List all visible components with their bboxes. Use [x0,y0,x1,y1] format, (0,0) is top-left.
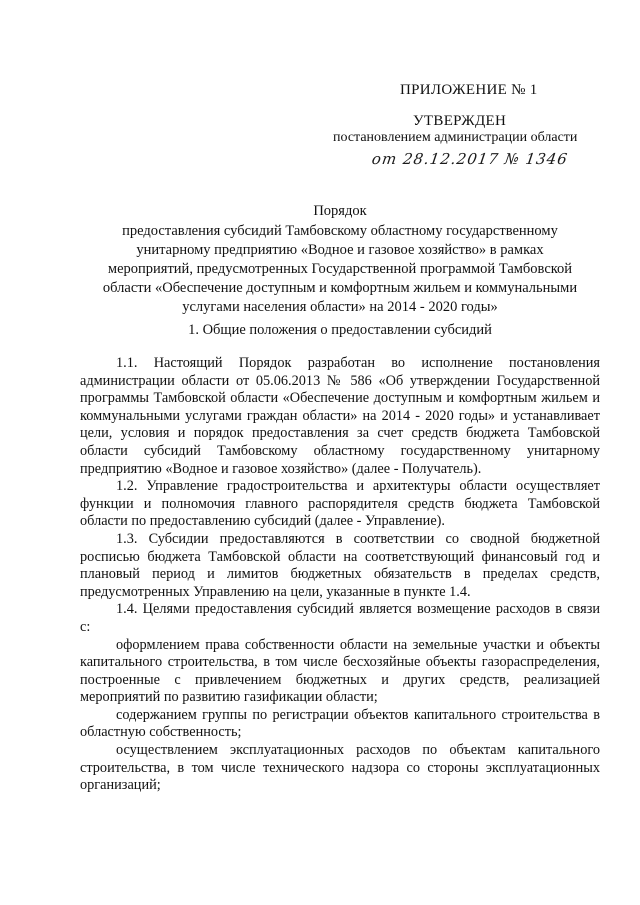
approved-by-text: постановлением администрации области [333,130,578,145]
paragraph-1-4: 1.4. Целями предоставления субсидий является возмещение расходов в связи с: [80,601,600,635]
document-body [80,355,600,795]
title-line: унитарному предприятию «Водное и газовое хозяйство» в рамках [136,242,544,258]
title-heading: Порядок [313,203,367,219]
list-item: оформлением права собственности области на земельные участки и объекты капитального строительства, в том числе бесхозяйные объекты газораспределения, построенные с привлечением бюджетных и других средств, реализацией мероприятий по развитию газификации области; [80,636,600,706]
paragraph-1-1: 1.1. Настоящий Порядок разработан во исполнение постановления администрации области от 05.06.2013 № 586 «Об утверждении Государственной программы Тамбовской области «Обеспечение доступным и комфортным жильем и коммунальными услугами граждан области» на 2014 - 2020 годы» и устанавливает цели, условия и порядок предоставления за счет средств бюджета Тамбовской области субсидий Тамбовскому областному государственному унитарному предприятию «Водное и газовое хозяйство» (далее - Получатель). [80,355,600,477]
document-title [80,202,600,317]
paragraph-1-2: 1.2. Управление градостроительства и архитектуры области осуществляет функции и полномочия главного распорядителя средств бюджета Тамбовской области по предоставлению субсидий (далее - Управление). [80,478,600,530]
section-title: 1. Общие положения о предоставлении субсидий [188,322,492,338]
appendix-label: ПРИЛОЖЕНИЕ № 1 [400,82,538,98]
list-item: осуществлением эксплуатационных расходов по объектам капитального строительства, в том числе технического надзора со стороны эксплуатационных организаций; [80,742,600,794]
title-line: мероприятий, предусмотренных Государственной программой Тамбовской [107,261,573,277]
paragraph-1-3: 1.3. Субсидии предоставляются в соответствии со сводной бюджетной росписью бюджета Тамбовской области на соответствующий финансовый год и плановый период и лимитов бюджетных обязательств в пределах средств, предусмотренных Управлению на цели, указанные в пункте 1.4. [80,530,600,600]
title-line: предоставления субсидий Тамбовскому областному государственному [122,223,558,239]
approved-label: УТВЕРЖДЕН [413,113,507,129]
list-item: содержанием группы по регистрации объектов капитального строительства в областную собственность; [80,706,600,741]
title-line: области «Обеспечение доступным и комфортным жильем и коммунальными [102,280,578,296]
handwritten-date-number: от 28.12.2017 № 1346 [370,150,570,168]
title-line: услугами населения области» на 2014 - 2020 годы» [182,299,498,315]
